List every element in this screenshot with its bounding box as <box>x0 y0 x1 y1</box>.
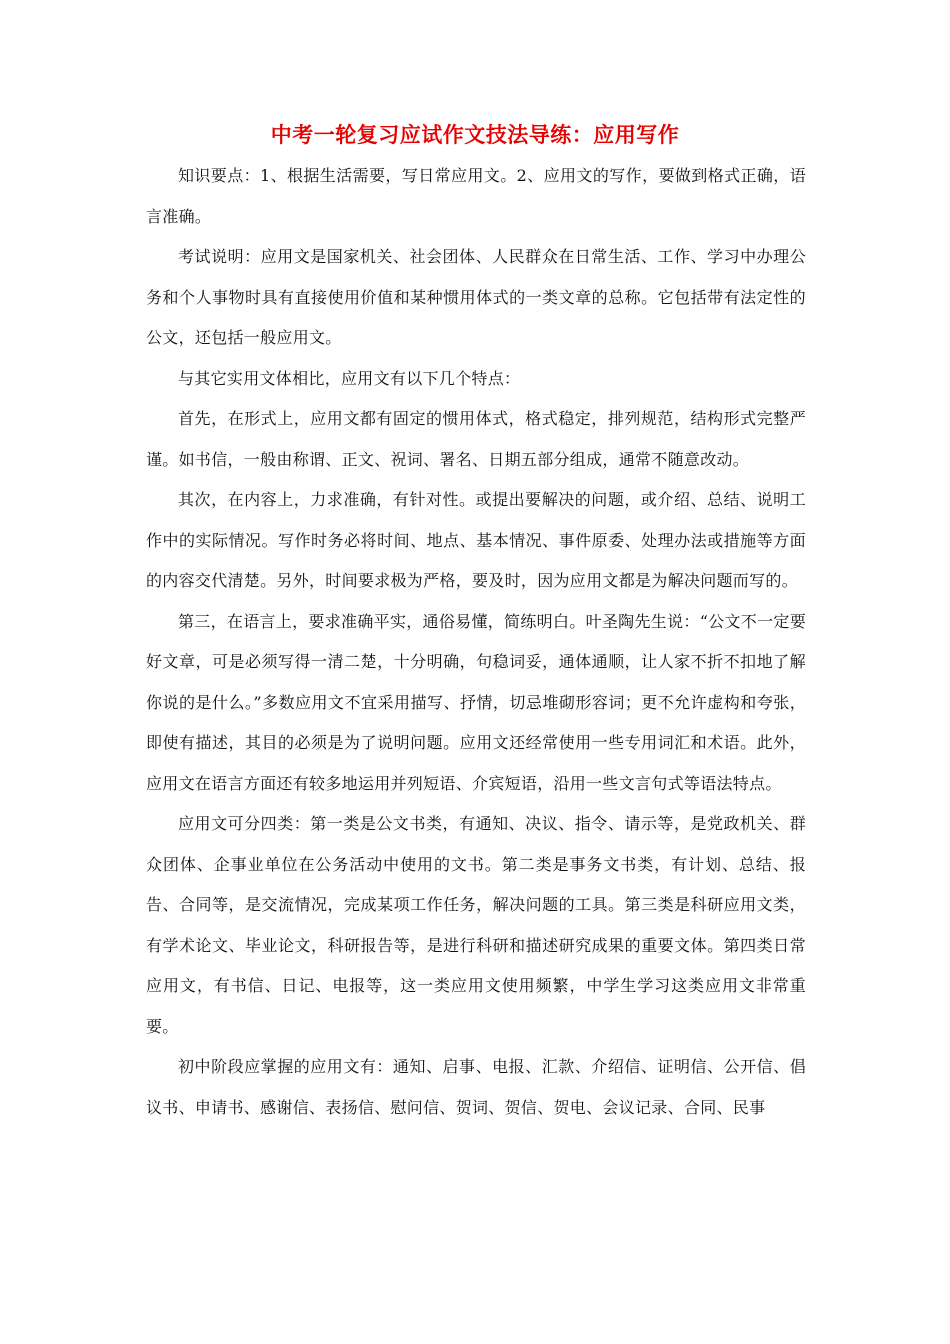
paragraph-exam-description: 考试说明：应用文是国家机关、社会团体、人民群众在日常生活、工作、学习中办理公务和个人事物时具有直接使用价值和某种惯用体式的一类文章的总称。它包括带有法定性的公文，还包括一般应用文。 <box>146 247 806 347</box>
document-body <box>146 156 806 1128</box>
paragraph-features-intro: 与其它实用文体相比，应用文有以下几个特点： <box>178 368 521 388</box>
paragraph-junior-types: 初中阶段应掌握的应用文有：通知、启事、电报、汇款、介绍信、证明信、公开信、倡议书、申请书、感谢信、表扬信、慰问信、贺词、贺信、贺电、会议记录、合同、民事 <box>146 1057 806 1117</box>
paragraph-feature-content: 其次，在内容上，力求准确，有针对性。或提出要解决的问题，或介绍、总结、说明工作中的实际情况。写作时务必将时间、地点、基本情况、事件原委、处理办法或措施等方面的内容交代清楚。另外，时间要求极为严格，要及时，因为应用文都是为解决问题而写的。 <box>146 490 806 590</box>
paragraph-feature-language: 第三，在语言上，要求准确平实，通俗易懂，简练明白。叶圣陶先生说：“公文不一定要好文章，可是必须写得一清二楚，十分明确，句稳词妥，通体通顺，让人家不折不扣地了解你说的是什么。”多数应用文不宜采用描写、抒情，切忌堆砌形容词；更不允许虚构和夸张，即使有描述，其目的必须是为了说明问题。应用文还经常使用一些专用词汇和术语。此外，应用文在语言方面还有较多地运用并列短语、介宾短语，沿用一些文言句式等语法特点。 <box>146 611 806 793</box>
paragraph-knowledge-points: 知识要点：1、根据生活需要，写日常应用文。2、应用文的写作，要做到格式正确，语言准确。 <box>146 166 806 226</box>
document-title: 中考一轮复习应试作文技法导练：应用写作 <box>270 123 680 147</box>
paragraph-four-categories: 应用文可分四类：第一类是公文书类，有通知、决议、指令、请示等，是党政机关、群众团体、企事业单位在公务活动中使用的文书。第二类是事务文书类，有计划、总结、报告、合同等，是交流情况，完成某项工作任务，解决问题的工具。第三类是科研应用文类，有学术论文、毕业论文，科研报告等，是进行科研和描述研究成果的重要文体。第四类日常应用文，有书信、日记、电报等，这一类应用文使用频繁，中学生学习这类应用文非常重要。 <box>146 814 806 1036</box>
paragraph-feature-form: 首先，在形式上，应用文都有固定的惯用体式，格式稳定，排列规范，结构形式完整严谨。如书信，一般由称谓、正文、祝词、署名、日期五部分组成，通常不随意改动。 <box>146 409 806 469</box>
